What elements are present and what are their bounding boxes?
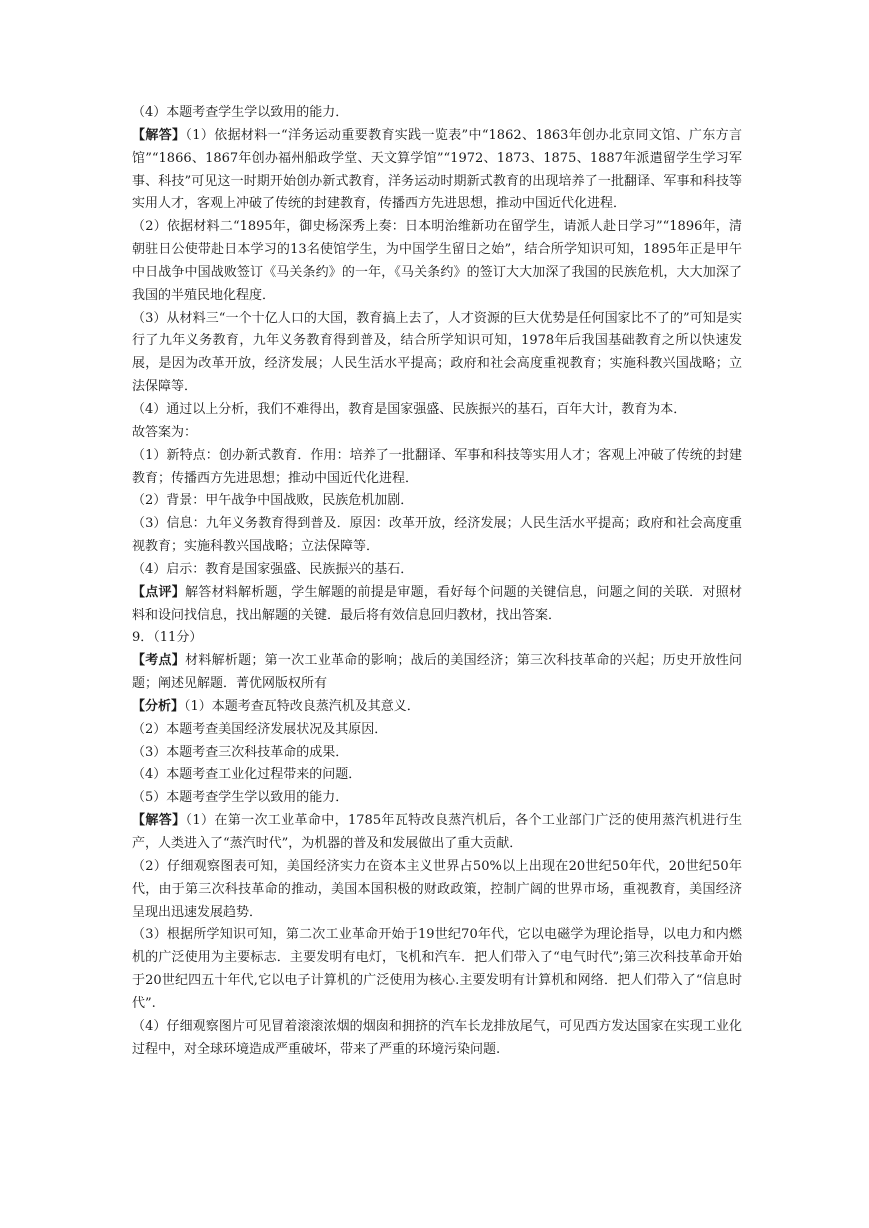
paragraph-text: （4）仔细观察图片可见冒着滚滚浓烟的烟囱和拥挤的汽车长龙排放尾气，可见西方发达国家在实现工业化过程中，对全球环境造成严重破坏，带来了严重的环境污染问题. [132, 1018, 742, 1057]
paragraph-text: （3）信息：九年义务教育得到普及．原因：改革开放，经济发展；人民生活水平提高；政府和社会高度重视教育；实施科教兴国战略；立法保障等． [132, 516, 742, 555]
paragraph-text: （1）依据材料一“洋务运动重要教育实践一览表”中“1862、1863年创办北京同文馆、广东方言馆”“1866、1867年创办福州船政学堂、天文算学馆”“1972、1873、1875、1887年派遣留学生学习军事、科技”可见这一时期开始创办新式教育，洋务运动时期新式教育的出现培养了一批翻译、军事和科技等实用人才，客观上冲破了传统的封建教育，传播西方先进思想，推动中国近代化进程． [132, 127, 742, 212]
analysis-paragraph [132, 696, 742, 719]
question-number [132, 627, 742, 650]
paragraph-text: （4）本题考查工业化过程带来的问题． [132, 767, 362, 783]
paragraph [132, 399, 742, 422]
paragraph-text: （5）本题考查学生学以致用的能力． [132, 790, 349, 806]
paragraph [132, 102, 742, 125]
paragraph [132, 445, 742, 491]
topic-label: 【考点】 [132, 653, 186, 669]
paragraph [132, 422, 742, 445]
paragraph-text: （2）仔细观察图表可知，美国经济实力在资本主义世界占50%以上出现在20世纪50年代，20世纪50年代，由于第三次科技革命的推动，美国本国积极的财政政策，控制广阔的世界市场，重视教育，美国经济呈现出迅速发展趋势． [132, 858, 742, 920]
answer-heading-paragraph [132, 125, 742, 216]
answer-heading-paragraph [132, 810, 742, 856]
paragraph [132, 719, 742, 742]
answer-label: 【解答】 [132, 127, 186, 143]
paragraph [132, 764, 742, 787]
paragraph-text: （2）依据材料二“1895年，御史杨深秀上奏：日本明治维新功在留学生，请派人赴日学习”“1896年，清朝驻日公使带赴日本学习的13名使馆学生，为中国学生留日之始”，结合所学知识可知，1895年正是甲午中日战争中国战败签订《马关条约》的一年，《马关条约》的签订大大加深了我国的民族危机，大大加深了我国的半殖民地化程度． [132, 219, 742, 303]
paragraph-text: （2）背景：甲午战争中国战败，民族危机加剧． [132, 493, 414, 509]
paragraph [132, 308, 742, 399]
answer-label: 【解答】 [132, 813, 186, 829]
paragraph-text: （3）本题考查三次科技革命的成果． [132, 744, 349, 760]
paragraph-text: （3）根据所学知识可知，第二次工业革命开始于19世纪70年代，它以电磁学为理论指导，以电力和内燃机的广泛使用为主要标志．主要发明有电灯，飞机和汽车．把人们带入了“电气时代”;第三次科技革命开始于20世纪四五十年代,它以电子计算机的广泛使用为核心.主要发明有计算机和网络．把人们带入了“信息时代”. [132, 927, 742, 1011]
document-body [132, 102, 742, 1061]
paragraph-text: 材料解析题；第一次工业革命的影响；战后的美国经济；第三次科技革命的兴起；历史开放性问题；阐述见解题．菁优网版权所有 [132, 653, 742, 692]
paragraph-text: （3）从材料三“一个十亿人口的大国，教育搞上去了，人才资源的巨大优势是任何国家比不了的”可知是实行了九年义务教育，九年义务教育得到普及，结合所学知识可知，1978年后我国基础教育之所以快速发展，是因为改革开放，经济发展；人民生活水平提高；政府和社会高度重视教育；实施科教兴国战略；立法保障等． [132, 310, 742, 395]
paragraph [132, 924, 742, 1015]
paragraph [132, 559, 742, 582]
paragraph-text: 故答案为： [132, 424, 198, 440]
paragraph [132, 856, 742, 925]
paragraph-text: （2）本题考查美国经济发展状况及其原因． [132, 721, 388, 737]
paragraph-text: （1）本题考查瓦特改良蒸汽机及其意义． [184, 698, 420, 714]
paragraph [132, 742, 742, 765]
paragraph [132, 787, 742, 810]
paragraph-text: 9．（11分） [132, 630, 203, 646]
paragraph [132, 216, 742, 307]
paragraph-text: （4）本题考查学生学以致用的能力． [132, 105, 349, 120]
paragraph [132, 1016, 742, 1062]
comment-paragraph [132, 582, 742, 628]
paragraph [132, 513, 742, 559]
paragraph-text: （1）新特点：创办新式教育．作用：培养了一批翻译、军事和科技等实用人才；客观上冲破了传统的封建教育；传播西方先进思想；推动中国近代化进程． [132, 447, 742, 486]
paragraph-text: （1）在第一次工业革命中，1785年瓦特改良蒸汽机后，各个工业部门广泛的使用蒸汽机进行生产，人类进入了“蒸汽时代”，为机器的普及和发展做出了重大贡献． [132, 813, 742, 851]
paragraph-text: （4）通过以上分析，我们不难得出，教育是国家强盛、民族振兴的基石，百年大计，教育为本． [132, 401, 687, 417]
paragraph-text: （4）启示：教育是国家强盛、民族振兴的基石． [132, 561, 414, 577]
paragraph [132, 490, 742, 513]
analysis-label: 【分析】 [132, 698, 185, 714]
comment-label: 【点评】 [132, 584, 186, 600]
topic-paragraph [132, 650, 742, 696]
paragraph-text: 解答材料解析题，学生解题的前提是审题，看好每个问题的关键信息，问题之间的关联．对照材料和设问找信息，找出解题的关键．最后将有效信息回归教材，找出答案． [132, 584, 742, 623]
